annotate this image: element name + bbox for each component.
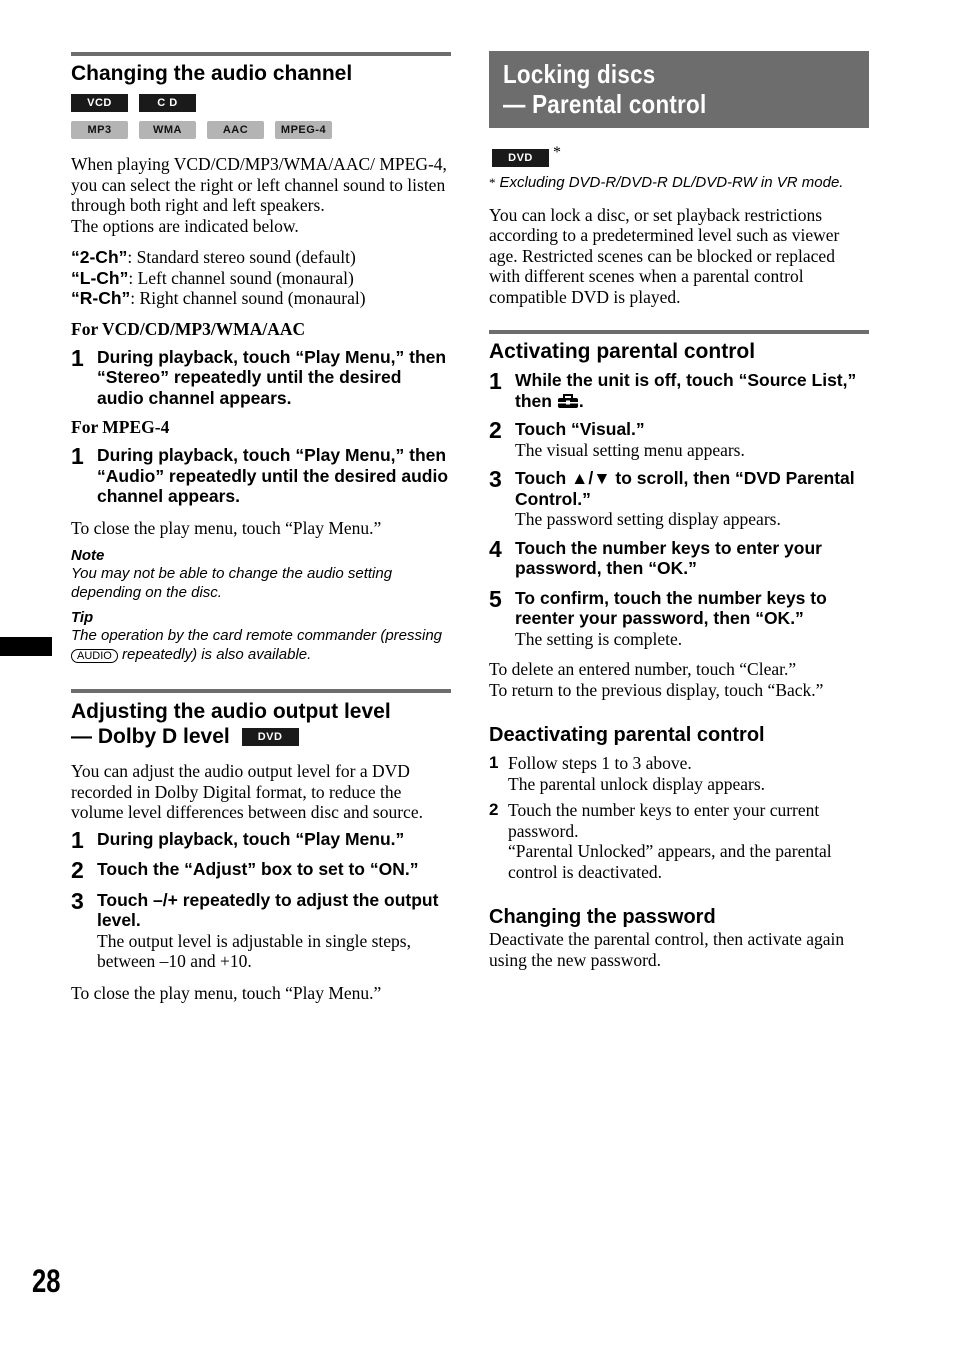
step-text: Follow steps 1 to 3 above. <box>508 753 692 773</box>
step-result: “Parental Unlocked” appears, and the parental control is deactivated. <box>508 841 832 882</box>
after-note-back: To return to the previous display, touch “Back.” <box>489 679 824 700</box>
toolbox-icon <box>557 393 579 408</box>
dvd-badge-row <box>489 143 869 167</box>
step-result: The output level is adjustable in single steps, between –10 and +10. <box>97 930 411 971</box>
step-instruction-text: While the unit is off, touch “Source List,” then <box>515 370 857 411</box>
step-number: 1 <box>71 344 84 371</box>
chapter-title-line: Locking discs <box>503 59 656 89</box>
asterisk-mark: * <box>553 144 561 161</box>
step-result: The setting is complete. <box>515 628 683 649</box>
option-key: “R-Ch” <box>71 288 131 308</box>
badge-dvd: DVD <box>492 149 549 167</box>
tip-text-part: The operation by the card remote commander (pressing <box>71 627 443 644</box>
badge-cd: C D <box>139 94 196 112</box>
section-rule <box>71 52 451 56</box>
step <box>71 887 451 972</box>
audio-key-label: AUDIO <box>71 649 118 663</box>
intro-paragraph-2: The options are indicated below. <box>71 215 299 236</box>
tip-heading: Tip <box>71 609 94 626</box>
step <box>71 856 451 883</box>
step-instruction: Touch –/+ repeatedly to adjust the output level. <box>97 889 439 930</box>
step <box>489 370 869 411</box>
footnote-text: Excluding DVD-R/DVD-R DL/DVD-RW in VR mode. <box>499 174 844 191</box>
badge-aac: AAC <box>207 121 264 139</box>
step-number: 2 <box>489 417 502 443</box>
step-number: 1 <box>489 753 499 772</box>
tip-text <box>71 627 451 664</box>
step-instruction: Touch the “Adjust” box to set to “ON.” <box>97 858 419 879</box>
option-lch <box>71 268 451 289</box>
step-number: 3 <box>489 466 502 492</box>
step <box>489 585 869 650</box>
step-instruction: During playback, touch “Play Menu,” then “Audio” repeatedly until the desired audio channel appears. <box>97 445 449 506</box>
step-instruction: To confirm, touch the number keys to reenter your password, then “OK.” <box>515 587 827 628</box>
close-menu-text: To close the play menu, touch “Play Menu.” <box>71 517 382 538</box>
section-title-dolby-level <box>71 699 451 749</box>
step-number: 1 <box>489 368 502 394</box>
step-instruction-text: . <box>578 390 584 411</box>
step <box>71 445 451 507</box>
step <box>489 800 869 882</box>
step-result: The parental unlock display appears. <box>508 773 766 794</box>
section-rule <box>71 689 451 693</box>
changing-password-text: Deactivate the parental control, then activate again using the new password. <box>489 929 845 970</box>
title-line: — Dolby D level <box>71 725 230 748</box>
step-instruction: Touch the number keys to enter your password, then “OK.” <box>515 537 822 578</box>
step-number: 2 <box>489 800 499 819</box>
after-note-clear: To delete an entered number, touch “Clear.” <box>489 659 797 679</box>
intro-paragraph: When playing VCD/CD/MP3/WMA/AAC/ MPEG-4, you can select the right or left channel sound to listen through both right and left speakers. <box>71 154 447 215</box>
close-menu-text: To close the play menu, touch “Play Menu.” <box>71 982 382 1003</box>
left-column <box>71 52 451 1003</box>
section-title-changing-password: Changing the password <box>489 906 716 928</box>
badge-vcd: VCD <box>71 94 128 112</box>
subheading-vcd-cd: For VCD/CD/MP3/WMA/AAC <box>71 318 306 339</box>
step-number: 1 <box>71 443 84 469</box>
step <box>489 753 869 794</box>
footnote <box>489 173 869 194</box>
footnote-mark: * <box>489 175 496 190</box>
section-title-deactivating: Deactivating parental control <box>489 724 765 746</box>
step-instruction: Touch “Visual.” <box>515 419 645 439</box>
step-text: Touch the number keys to enter your current password. <box>508 800 820 841</box>
step-instruction <box>515 370 869 411</box>
option-desc: : Right channel sound (monaural) <box>130 288 366 308</box>
deactivating-steps <box>489 753 869 882</box>
badge-dvd: DVD <box>242 728 299 746</box>
section-title-audio-channel: Changing the audio channel <box>71 62 353 85</box>
step-number: 2 <box>71 856 84 883</box>
tip-text-part: repeatedly) is also available. <box>122 645 312 663</box>
section-tab-marker <box>0 637 52 656</box>
step <box>489 468 869 530</box>
step-instruction: Touch ▲/▼ to scroll, then “DVD Parental Control.” <box>515 468 855 509</box>
section-rule <box>489 330 869 334</box>
step-number: 5 <box>489 585 502 612</box>
option-rch <box>71 288 451 309</box>
activating-steps <box>489 370 869 649</box>
note-text: You may not be able to change the audio setting depending on the disc. <box>71 565 393 601</box>
format-badges-row <box>71 121 451 139</box>
right-column <box>489 51 869 970</box>
step-number: 1 <box>71 826 84 853</box>
title-line: Adjusting the audio output level <box>71 700 391 723</box>
option-desc: : Standard stereo sound (default) <box>127 247 356 267</box>
step-number: 3 <box>71 887 84 914</box>
step <box>71 826 451 853</box>
step-number: 4 <box>489 535 502 562</box>
option-desc: : Left channel sound (monaural) <box>128 267 354 288</box>
note-heading: Note <box>71 547 105 564</box>
badge-mpeg4: MPEG-4 <box>275 121 332 139</box>
badge-wma: WMA <box>139 121 196 139</box>
step-result: The password setting display appears. <box>515 509 781 529</box>
step-instruction: During playback, touch “Play Menu,” then “Stereo” repeatedly until the desired audio channel appears. <box>97 346 447 408</box>
step-result: The visual setting menu appears. <box>515 439 745 460</box>
subheading-mpeg4: For MPEG-4 <box>71 417 170 437</box>
step <box>489 535 869 579</box>
step-instruction: During playback, touch “Play Menu.” <box>97 828 405 849</box>
chapter-title-line: — Parental control <box>503 89 707 119</box>
option-key: “L-Ch” <box>71 267 129 288</box>
section-title-activating: Activating parental control <box>489 340 756 363</box>
disc-badges-row <box>71 94 451 112</box>
channel-options <box>71 247 451 309</box>
parental-intro: You can lock a disc, or set playback restrictions according to a predetermined level such as viewer age. Restricted scenes can be blocked or replaced with different scenes when a parental control compatible DVD is played. <box>489 204 840 307</box>
page-number: 28 <box>32 1263 61 1299</box>
step <box>71 344 451 409</box>
dolby-steps <box>71 826 451 972</box>
step <box>489 419 869 460</box>
chapter-title-box <box>489 51 869 128</box>
badge-mp3: MP3 <box>71 121 128 139</box>
option-key: “2-Ch” <box>71 247 128 267</box>
option-2ch <box>71 247 451 268</box>
dolby-intro: You can adjust the audio output level for a DVD recorded in Dolby Digital format, to reduce the volume level differences between disc and source. <box>71 761 423 822</box>
